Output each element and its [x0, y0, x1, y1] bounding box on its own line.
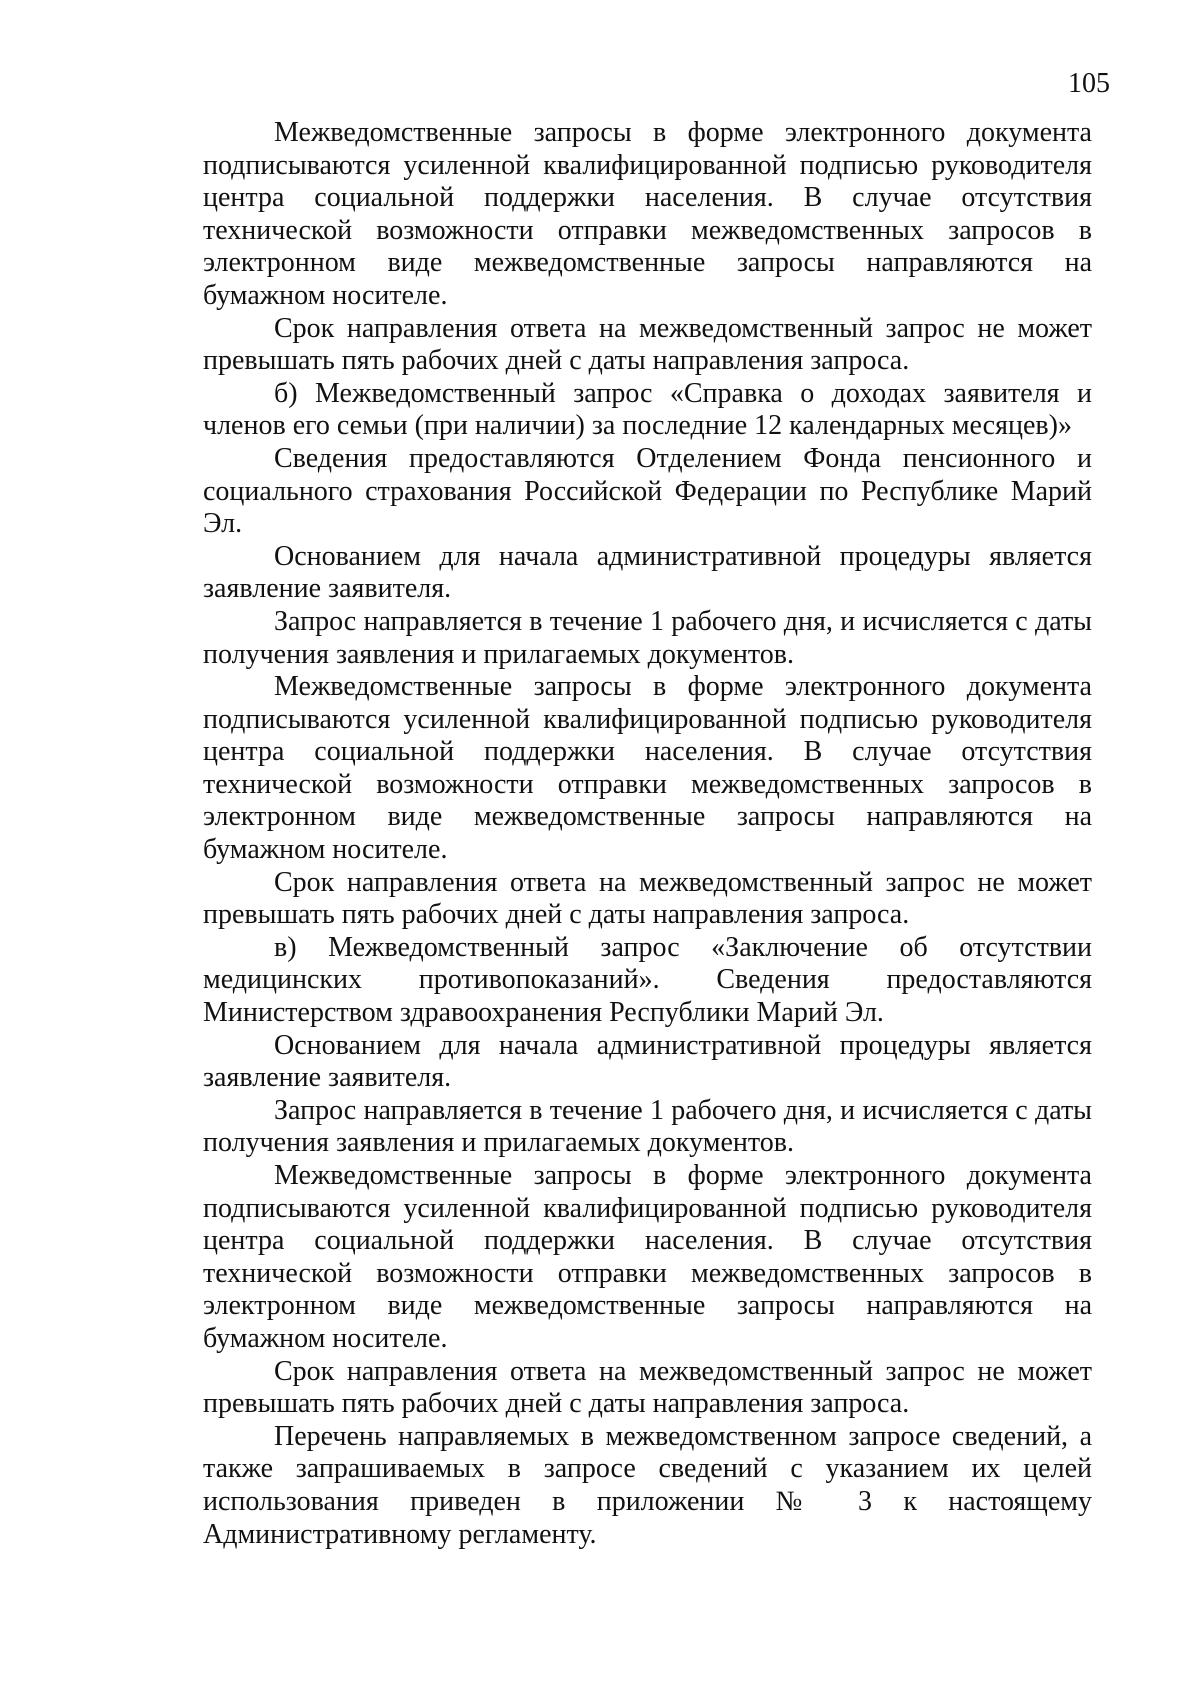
- paragraph: Межведомственные запросы в форме электронного документа подписываются усиленной квалифицированной подписью руководителя центра социальной поддержки населения. В случае отсутствия технической возможности отправки межведомственных запросов в электронном виде межведомственные запросы направляются на бумажном носителе.: [203, 1160, 1092, 1354]
- paragraph: Запрос направляется в течение 1 рабочего дня, и исчисляется с даты получения заявления и прилагаемых документов.: [203, 1094, 1092, 1159]
- paragraph: Срок направления ответа на межведомственный запрос не может превышать пять рабочих дней с даты направления запроса.: [203, 312, 1092, 377]
- paragraph: Срок направления ответа на межведомственный запрос не может превышать пять рабочих дней с даты направления запроса.: [203, 1355, 1092, 1420]
- paragraph: Срок направления ответа на межведомственный запрос не может превышать пять рабочих дней с даты направления запроса.: [203, 866, 1092, 931]
- paragraph: в) Межведомственный запрос «Заключение об отсутствии медицинских противопоказаний». Сведения предоставляются Министерством здравоохранения Республики Марий Эл.: [203, 931, 1092, 1029]
- paragraph: Запрос направляется в течение 1 рабочего дня, и исчисляется с даты получения заявления и прилагаемых документов.: [203, 605, 1092, 670]
- page-number: 105: [1068, 68, 1110, 99]
- paragraph: Сведения предоставляются Отделением Фонда пенсионного и социального страхования Российской Федерации по Республике Марий Эл.: [203, 442, 1092, 540]
- paragraph: Межведомственные запросы в форме электронного документа подписываются усиленной квалифицированной подписью руководителя центра социальной поддержки населения. В случае отсутствия технической возможности отправки межведомственных запросов в электронном виде межведомственные запросы направляются на бумажном носителе.: [203, 117, 1092, 311]
- paragraph: Основанием для начала административной процедуры является заявление заявителя.: [203, 540, 1092, 605]
- document-body: [203, 117, 1092, 1551]
- paragraph: Перечень направляемых в межведомственном запросе сведений, а также запрашиваемых в запросе сведений с указанием их целей использования приведен в приложении № 3 к настоящему Административному регламенту.: [203, 1420, 1092, 1550]
- paragraph: Межведомственные запросы в форме электронного документа подписываются усиленной квалифицированной подписью руководителя центра социальной поддержки населения. В случае отсутствия технической возможности отправки межведомственных запросов в электронном виде межведомственные запросы направляются на бумажном носителе.: [203, 671, 1092, 866]
- paragraph: б) Межведомственный запрос «Справка о доходах заявителя и членов его семьи (при наличии) за последние 12 календарных месяцев)»: [203, 377, 1092, 442]
- paragraph: Основанием для начала административной процедуры является заявление заявителя.: [203, 1029, 1092, 1094]
